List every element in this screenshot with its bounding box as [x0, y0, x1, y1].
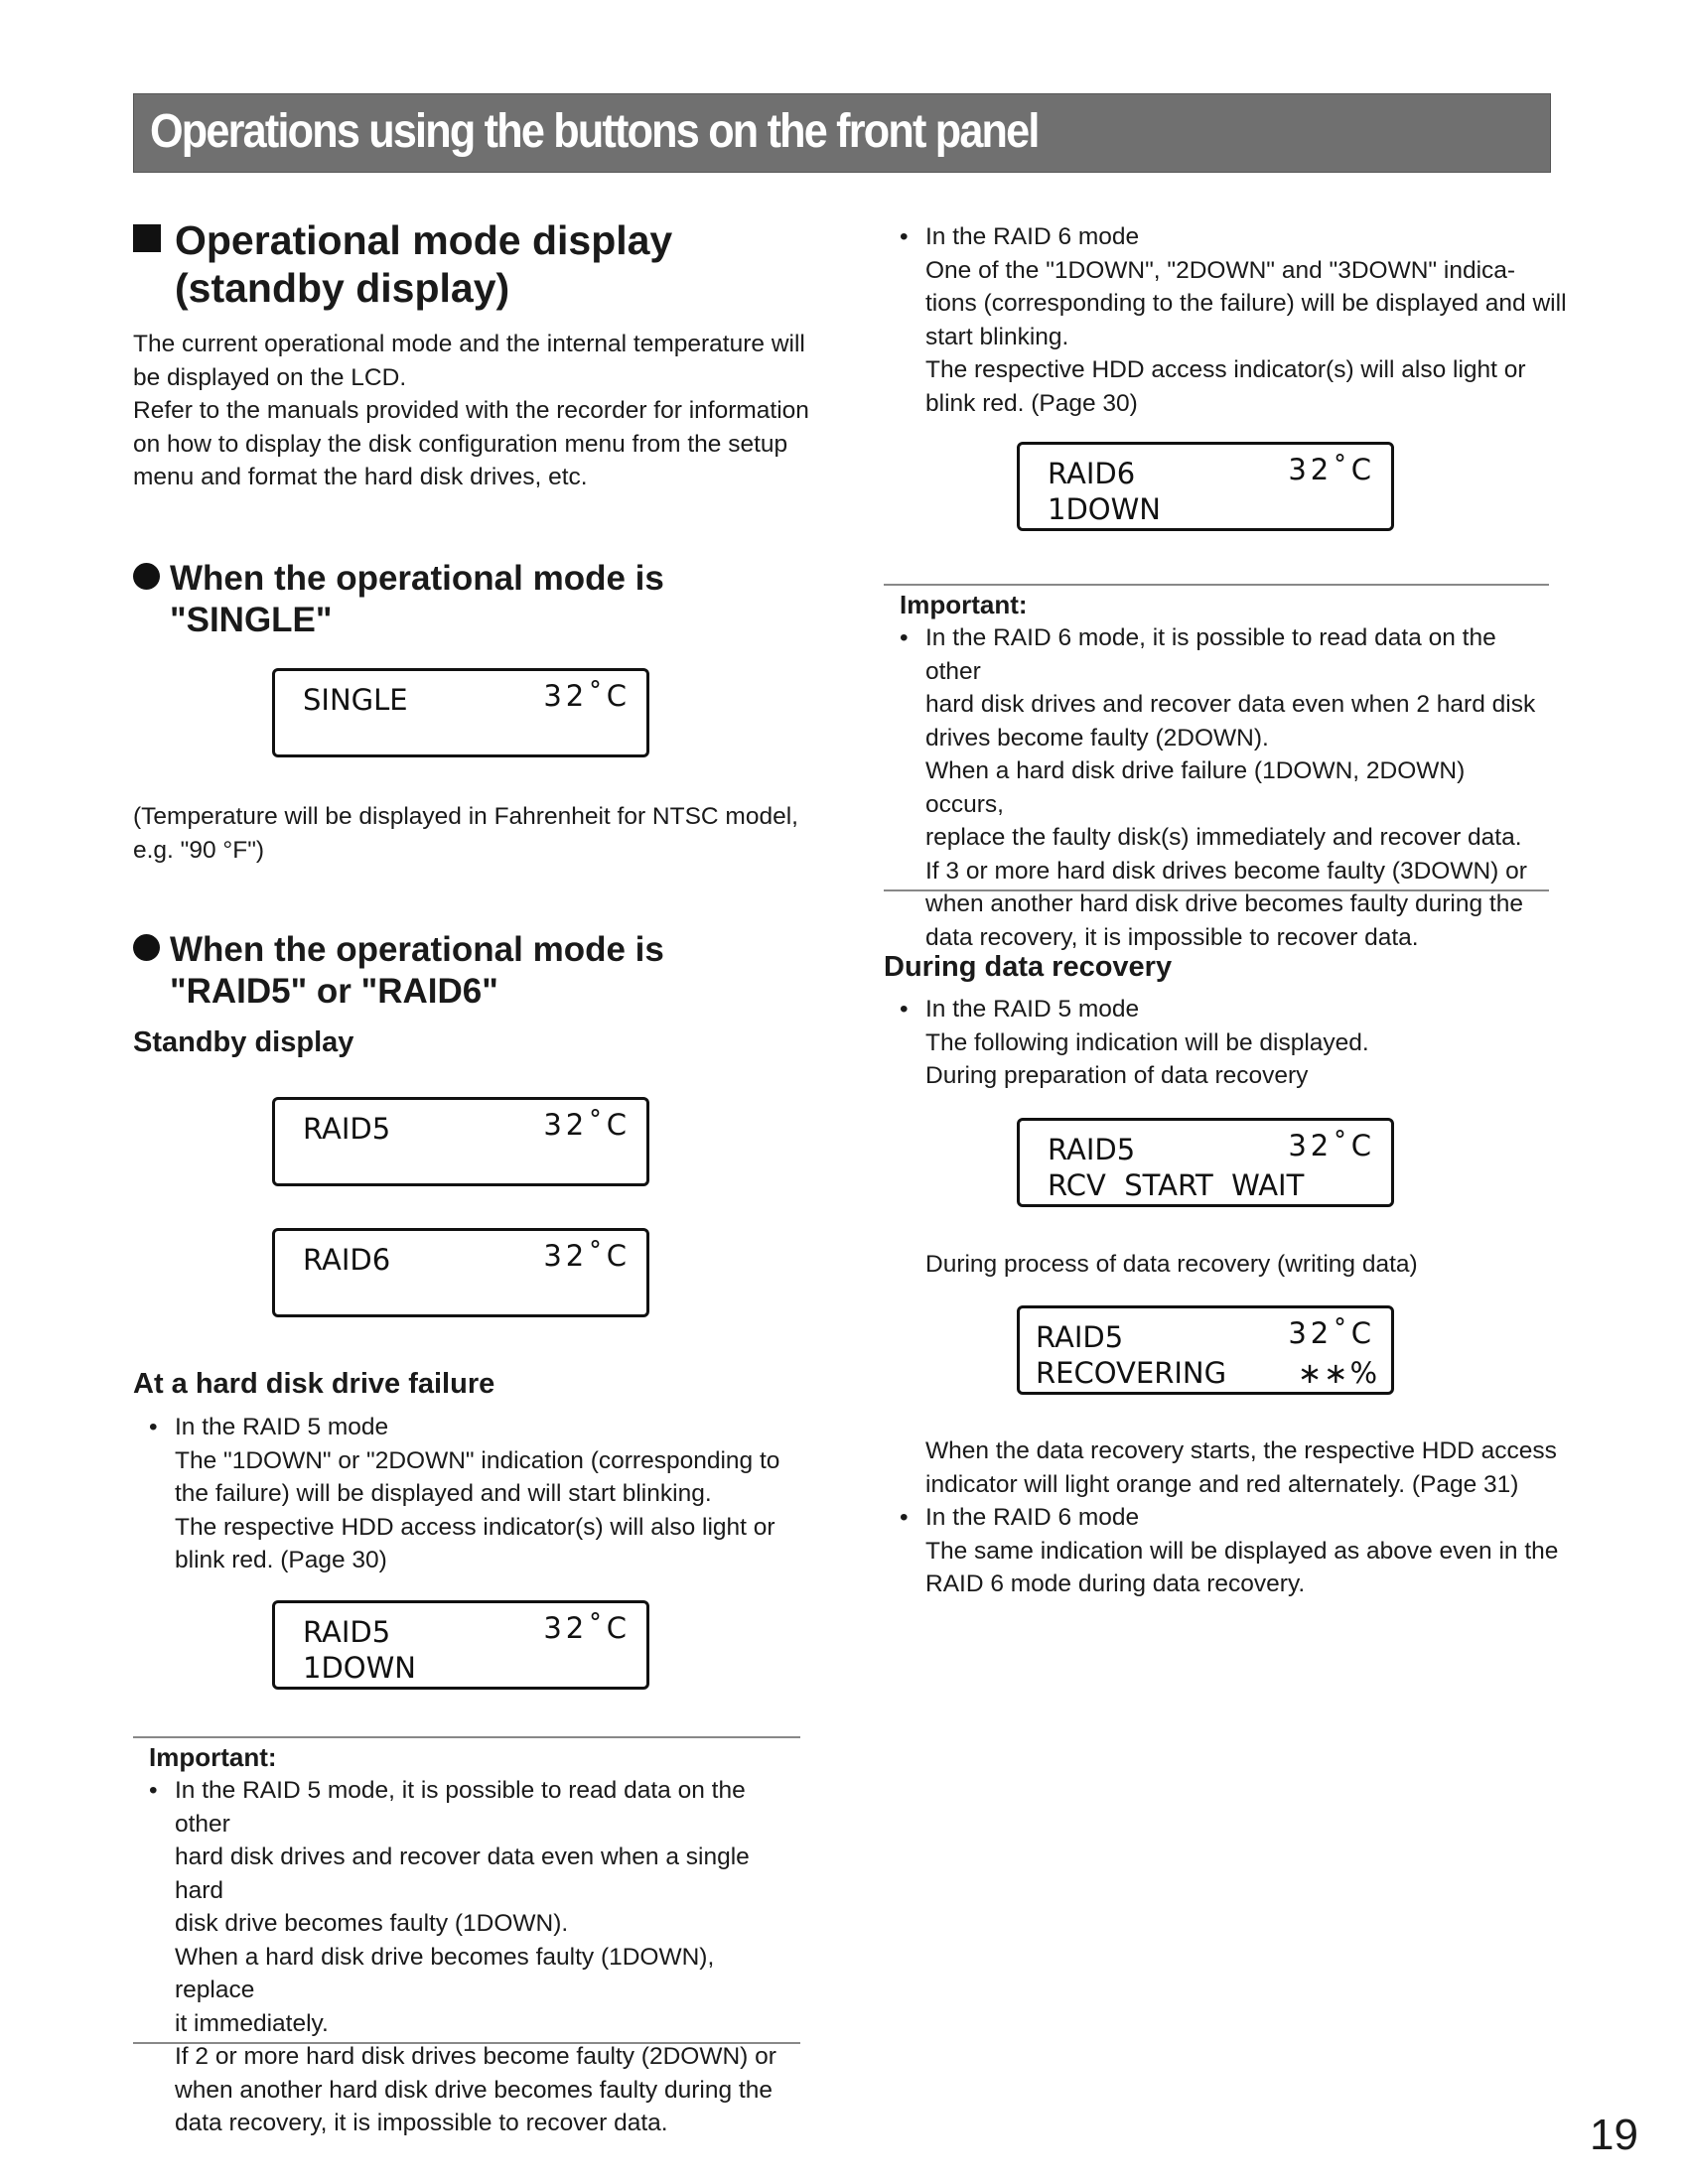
- banner-title: Operations using the buttons on the front panel: [150, 105, 1039, 158]
- lcd-single: SINGLE 32˚C: [272, 668, 649, 757]
- lcd-raid6-standby: RAID6 32˚C: [272, 1228, 649, 1317]
- section-title: Operational mode display: [133, 216, 672, 264]
- single-heading-line2: "SINGLE": [170, 601, 333, 639]
- important-label: Important:: [900, 590, 1028, 619]
- lcd-raid5-recovering: RAID5 32˚C RECOVERING ∗∗%: [1017, 1305, 1394, 1395]
- important-box-raid5: Important: • In the RAID 5 mode, it is possible to read data on the other hard disk drives and recover data even when a single hard disk drive becomes faulty (1DOWN). When a hard disk drive becomes faulty (1DOWN), replace it immediately. If 2 or more hard disk drives become faulty (2DOWN) or when another hard disk drive becomes faulty during the data recovery, it is impossible to recover data.: [133, 1736, 800, 2044]
- raid-heading-line2: "RAID5" or "RAID6": [170, 972, 498, 1011]
- important-box-raid6: Important: • In the RAID 6 mode, it is possible to read data on the other hard disk drives and recover data even when 2 hard disk drives become faulty (2DOWN). When a hard disk drive failure (1DOWN, 2DOWN) occurs, replace the faulty disk(s) immediately and recover data. If 3 or more hard disk drives become faulty (3DOWN) or when another hard disk drive becomes faulty during the data recovery, it is impossible to recover data.: [884, 584, 1549, 891]
- temperature-note: (Temperature will be displayed in Fahrenheit for NTSC model, e.g. "90 °F"): [133, 803, 798, 864]
- recovery-after-text: When the data recovery starts, the respective HDD access indicator will light orange and red alternately. (Page 31) • In the RAID 6 mode The same indication will be displayed as above even in the RAID 6 mode during data recovery.: [884, 1434, 1579, 1601]
- circle-bullet-icon: [133, 934, 160, 961]
- single-heading: When the operational mode is: [133, 558, 664, 600]
- raid-heading: When the operational mode is: [133, 929, 664, 971]
- process-label: During process of data recovery (writing data): [925, 1251, 1418, 1278]
- circle-bullet-icon: [133, 563, 160, 590]
- lcd-raid5-rcv-start-wait: RAID5 32˚C RCV START WAIT: [1017, 1118, 1394, 1207]
- lcd-raid5-standby: RAID5 32˚C: [272, 1097, 649, 1186]
- raid6-failure-text: • In the RAID 6 mode One of the "1DOWN", "2DOWN" and "3DOWN" indica- tions (corresponding to the failure) will be displayed and will start blinking. The respective HDD access indicator(s) will also light or blink red. (Page 30): [884, 220, 1579, 420]
- section-title-line2: (standby display): [175, 265, 510, 311]
- failure-raid5-text: • In the RAID 5 mode The "1DOWN" or "2DOWN" indication (corresponding to the failure) will be displayed and will start blinking. The respective HDD access indicator(s) will also light or blink red. (Page 30): [133, 1411, 828, 1577]
- lcd-raid5-1down: RAID5 32˚C 1DOWN: [272, 1600, 649, 1690]
- failure-heading: At a hard disk drive failure: [133, 1368, 495, 1400]
- page-number: 19: [1590, 2111, 1638, 2159]
- important-label: Important:: [149, 1742, 277, 1772]
- lcd-raid6-1down: RAID6 32˚C 1DOWN: [1017, 442, 1394, 531]
- recovery-raid5-text: • In the RAID 5 mode The following indication will be displayed. During preparation of data recovery: [884, 993, 1579, 1093]
- section-intro: The current operational mode and the internal temperature will be displayed on the LCD. Refer to the manuals provided with the recorder for information on how to display the disk configuration menu from the setup menu and format the hard disk drives, etc.: [133, 331, 809, 490]
- standby-heading: Standby display: [133, 1026, 354, 1058]
- square-bullet-icon: [133, 224, 161, 252]
- recovery-heading: During data recovery: [884, 951, 1173, 983]
- page-banner: [133, 93, 1551, 173]
